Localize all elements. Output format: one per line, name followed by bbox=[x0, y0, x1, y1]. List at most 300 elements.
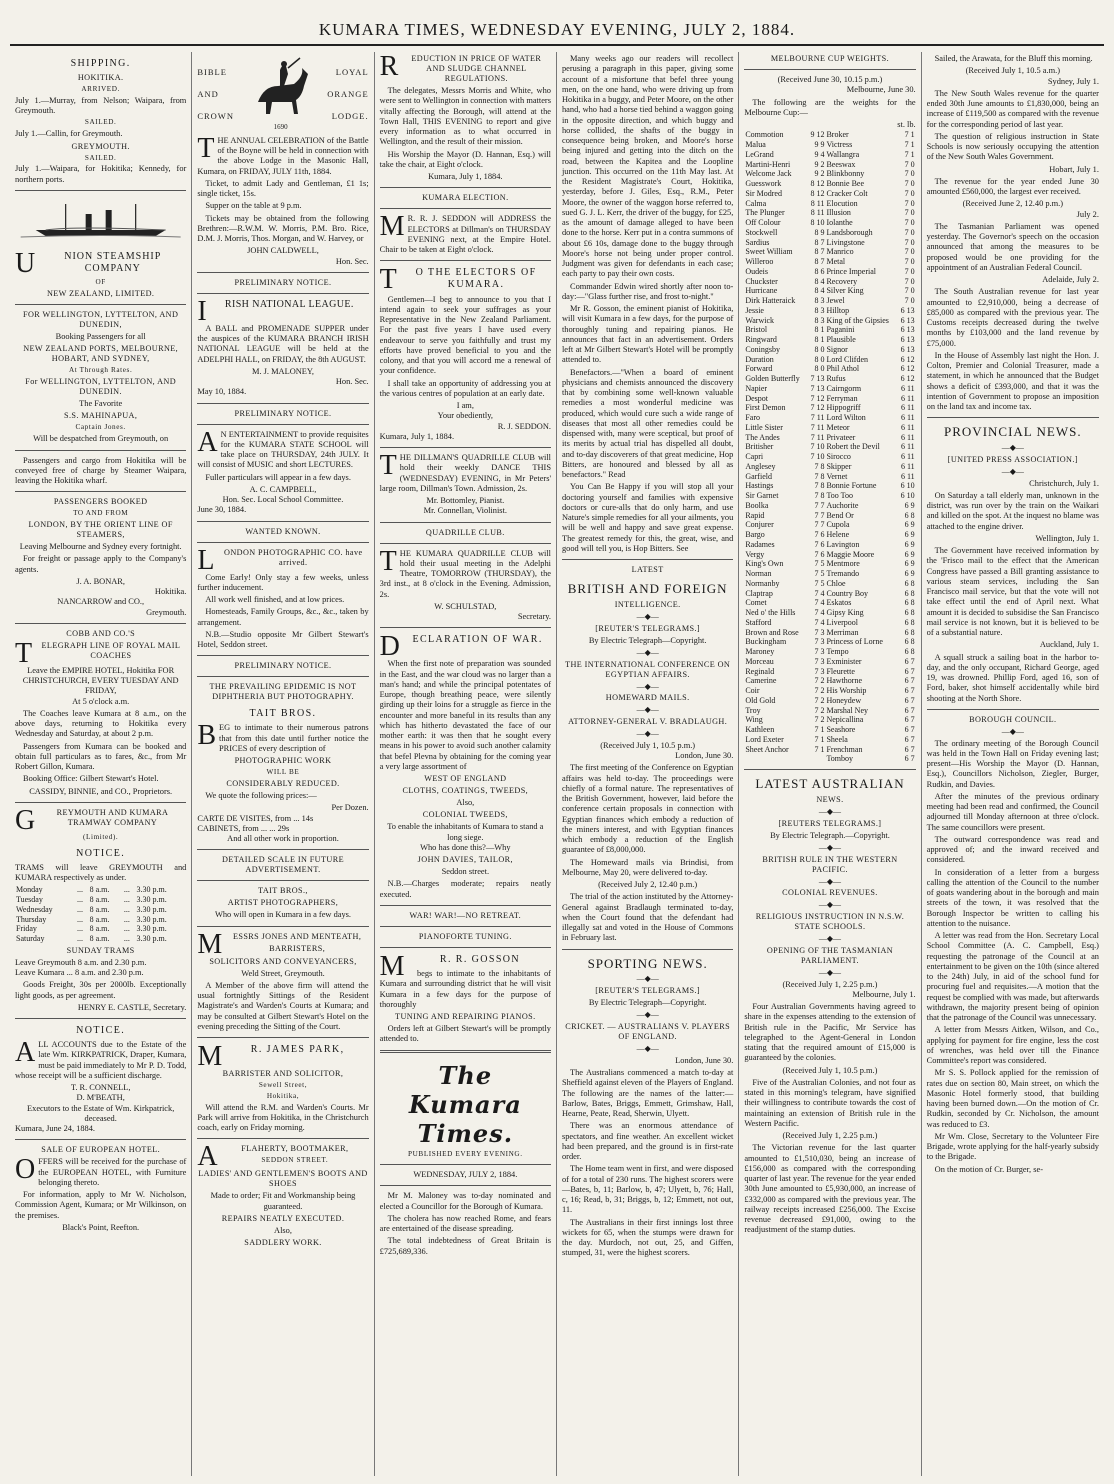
horse-name: Lavington bbox=[826, 539, 860, 549]
gkt-ltd: (Limited). bbox=[82, 832, 119, 841]
horse-weight: 7 5 bbox=[814, 578, 825, 588]
horse-weight: 7 11 bbox=[810, 413, 825, 422]
horse-name bbox=[744, 754, 807, 764]
horse-name: Phil Athol bbox=[826, 364, 860, 374]
news-n2: The Homeward mails via Brindisi, from Melbourne, May 20, were delivered to-day. bbox=[561, 857, 734, 877]
horse-weight: 6 13 bbox=[900, 315, 915, 325]
c6-hob: Hobart, July 1. bbox=[1049, 164, 1099, 174]
c6-wel: Wellington, July 1. bbox=[1035, 533, 1099, 543]
weight-row bbox=[744, 316, 915, 326]
horse-name: Coir bbox=[745, 686, 760, 695]
fl-rep: REPAIRS NEATLY EXECUTED. bbox=[221, 1213, 345, 1223]
schedule-cell: 3.30 p.m. bbox=[136, 914, 167, 924]
tait-per: Per Dozen. bbox=[331, 803, 369, 813]
weight-row bbox=[744, 559, 915, 569]
horse-name: Coningsby bbox=[745, 344, 780, 354]
usc-for2: For WELLINGTON, LYTTELTON, AND DUNEDIN. bbox=[25, 377, 177, 397]
weight-row bbox=[744, 520, 915, 530]
inl-sig: M. J. MALONEY, bbox=[252, 366, 314, 376]
lpc-text: Come Early! Only stay a few weeks, unless further inducement. bbox=[197, 572, 369, 592]
schedule-row bbox=[15, 905, 186, 915]
ke-text: R. R. J. SEDDON will ADDRESS the ELECTORS at Dillman's on THURSDAY EVENING next, at the Empire Hotel. Chair to be taken at Eight o'clock. bbox=[379, 214, 551, 254]
horse-name: Sheet Anchor bbox=[745, 744, 789, 754]
horse-weight: 6 7 bbox=[904, 656, 915, 666]
drop-cap-t: T bbox=[15, 637, 33, 669]
cup-stlb: st. lb. bbox=[897, 120, 916, 129]
horse-name: Privateer bbox=[826, 432, 856, 442]
schedule-cell: 8 a.m. bbox=[89, 895, 110, 904]
horse-name: Norman bbox=[745, 569, 772, 578]
drop-cap-g: G bbox=[15, 804, 36, 836]
horse-weight: 6 13 bbox=[900, 325, 915, 335]
horse-weight: 7 0 bbox=[904, 169, 915, 179]
pb-agent1b: Hokitika. bbox=[154, 587, 187, 597]
fl-street: SEDDON STREET. bbox=[261, 1156, 329, 1165]
pt-orders: Orders left at Gilbert Stewart's will be promptly attended to. bbox=[379, 1024, 551, 1044]
tramway-secretary: HENRY E. CASTLE, Secretary. bbox=[77, 1002, 187, 1012]
c6-t8: On Saturday a tall elderly man, unknown in the district, was run over by the train on the Waikari and killed on the spot. At the inquest no blame was attached to the engine driver. bbox=[926, 490, 1099, 531]
horse-weight: 6 13 bbox=[900, 335, 915, 344]
c6-t9: The Government have received information by the 'Frisco mail to the effect that the American Congress have passed a Bill granting assistance to various steam services, including the San Francisco mail service, but that the vote will not take effect until the end of April next. What amount it is decided to subsidise the San Francisco mail service is not known, but it is believed to be of a substantial nature. bbox=[926, 546, 1099, 638]
tait-reduced: CONSIDERABLY REDUCED. bbox=[226, 779, 340, 788]
schedule-cell: Thursday bbox=[16, 914, 47, 924]
reuter2-label: [REUTER'S TELEGRAMS.] bbox=[595, 986, 701, 996]
inl-title: RISH NATIONAL LEAGUE. bbox=[224, 298, 354, 310]
horse-name: Conjurer bbox=[745, 520, 774, 530]
rec1: (Received July 1, 10.5 p.m.) bbox=[600, 740, 696, 750]
hokitika-heading: HOKITIKA. bbox=[77, 73, 124, 83]
weight-row bbox=[744, 735, 915, 745]
pb-to: TO AND FROM bbox=[73, 509, 129, 518]
schedule-cell: ... bbox=[76, 934, 83, 943]
usc-capt: Captain Jones. bbox=[75, 423, 126, 432]
schedule-row bbox=[15, 915, 186, 925]
horse-weight: 7 3 bbox=[814, 656, 825, 666]
horse-weight: 7 8 bbox=[814, 471, 825, 481]
weight-row bbox=[744, 579, 915, 589]
horse-weight: 7 11 bbox=[810, 422, 825, 432]
inl-sec: Hon. Sec. bbox=[335, 377, 369, 387]
pt-text: begs to intimate to the inhabitants of Kumara and surrounding district that he will visit Kumara in a few days for the purpose of thoroughly bbox=[379, 969, 551, 1009]
drop-cap-m: M bbox=[197, 928, 223, 960]
tram-schedule bbox=[15, 885, 186, 944]
horse-name: Warwick bbox=[745, 315, 774, 325]
schedule-cell: ... bbox=[123, 895, 130, 904]
horse-name: Liverpool bbox=[826, 617, 859, 627]
horse-name: Anglesey bbox=[745, 461, 776, 471]
horse-name: Bonnie Bee bbox=[826, 179, 865, 188]
horse-weight: 7 4 bbox=[814, 617, 825, 627]
sailed2-label: SAILED. bbox=[84, 153, 117, 162]
horse-name: Tempo bbox=[826, 647, 849, 656]
horse-weight: 6 13 bbox=[900, 305, 915, 315]
column-3 bbox=[375, 52, 557, 1476]
weight-row bbox=[744, 754, 915, 764]
horse-weight: 7 0 bbox=[904, 208, 915, 218]
horse-weight: 7 13 bbox=[810, 383, 825, 393]
horse-weight: 7 6 bbox=[814, 549, 825, 559]
horse-name: Tremando bbox=[826, 569, 860, 578]
crest-loyal: LOYAL bbox=[335, 66, 369, 77]
war-heading: WAR! WAR!—NO RETREAT. bbox=[409, 910, 522, 920]
horse-weight: 8 4 bbox=[814, 276, 825, 286]
drop-cap-r: R bbox=[379, 52, 399, 82]
news-p4: Benefactors.—"When a board of eminent physicians and chemists announced the discovery that by combining some well-known valuable remedies a most wonderful medicine was produced, which would cure such a wide range of diseases that most all other remedies could be dispensed with, many were sceptical, but proof of its merits by actual trial has dispelled all doubt, and to-day discoverers of that great medicine, Hop Bitters, are honoured and blessed by all as benefactors." Read bbox=[561, 367, 734, 479]
tait2b: ARTIST PHOTOGRAPHERS, bbox=[227, 898, 339, 908]
horse-weight: 6 12 bbox=[900, 354, 915, 364]
horse-name: Meteor bbox=[826, 422, 850, 432]
weight-row bbox=[744, 433, 915, 443]
pb-text: LONDON, BY THE ORIENT LINE OF STEAMERS, bbox=[28, 520, 173, 540]
horse-weight: 6 9 bbox=[904, 549, 915, 559]
pb-agent1: J. A. BONAR, bbox=[76, 576, 125, 586]
weights-table bbox=[744, 130, 915, 764]
horse-name: Kathleen bbox=[745, 725, 775, 734]
horse-weight: 7 1 bbox=[814, 725, 825, 734]
jm-b: BARRISTERS, bbox=[269, 943, 326, 953]
weight-row bbox=[744, 355, 915, 365]
horse-weight: 6 9 bbox=[904, 569, 915, 578]
horse-weight: 7 0 bbox=[904, 227, 915, 237]
horse-weight: 6 9 bbox=[904, 539, 915, 549]
horse-weight: 8 11 bbox=[810, 208, 825, 218]
weight-row bbox=[744, 667, 915, 677]
horse-name: Claptrap bbox=[745, 588, 773, 598]
c6-rec2: (Received June 2, 12.40 p.m.) bbox=[962, 199, 1064, 209]
horse-name: Bargo bbox=[745, 530, 765, 539]
news-p5: You Can Be Happy if you will stop all your doctoring yourself and families with expensive doctors or cure-alls that do only harm, and use Nature's simple remedies for all your ailments, you will be well and happy and save great expense. The greatest remedy for this, the great, wise, and good will tell you, is Hop Bitters. See bbox=[561, 482, 734, 553]
horse-weight: 7 6 bbox=[814, 530, 825, 539]
horse-weight: 8 0 bbox=[814, 364, 825, 374]
dw-also: Also, bbox=[456, 798, 475, 808]
acc-sig1: T. R. CONNELL, bbox=[70, 1083, 131, 1093]
weight-row bbox=[744, 384, 915, 394]
cup-melb: Melbourne, June 30. bbox=[846, 85, 916, 95]
ann-tickets: Tickets may be obtained from the following Brethren:—R.W.M. W. Morris, P.M. Bro. Rice, D.M. J. Morris, Thos. Morgan, and W. Harvey, or bbox=[197, 213, 369, 244]
prelim3: PRELIMINARY NOTICE. bbox=[234, 661, 332, 671]
sailed2-text: July 1.—Waipara, for Hokitika; Kennedy, for northern ports. bbox=[15, 164, 187, 184]
horse-weight: 6 8 bbox=[904, 617, 915, 627]
horse-weight: 7 0 bbox=[904, 179, 915, 188]
horse-name: Hippogriff bbox=[826, 403, 861, 413]
usc-nz: NEW ZEALAND, LIMITED. bbox=[46, 289, 155, 299]
kt-pub: PUBLISHED EVERY EVENING. bbox=[408, 1150, 523, 1159]
horse-name: Old Gold bbox=[745, 695, 776, 705]
schedule-cell: ... bbox=[76, 924, 83, 934]
horse-weight: 7 10 bbox=[810, 452, 825, 461]
horse-name: Sheela bbox=[826, 734, 848, 744]
horse-weight: 7 7 bbox=[814, 500, 825, 510]
horse-name: Malua bbox=[745, 140, 766, 149]
horse-name: LeGrand bbox=[745, 149, 774, 159]
jm-s: SOLICITORS AND CONVEYANCERS, bbox=[209, 956, 357, 966]
ann-sig: JOHN CALDWELL, bbox=[247, 246, 319, 256]
el-yours: Your obediently, bbox=[437, 411, 493, 421]
horse-weight: 8 12 bbox=[810, 188, 825, 198]
qc-sig: W. SCHULSTAD, bbox=[434, 601, 497, 611]
jp-town: Hokitika, bbox=[266, 1091, 300, 1100]
acc-sig2: D. M'BEATH, bbox=[76, 1093, 125, 1103]
gkt-title: REYMOUTH AND KUMARA TRAMWAY COMPANY bbox=[56, 807, 169, 827]
cobb-title: ELEGRAPH LINE OF ROYAL MAIL COACHES bbox=[41, 640, 181, 660]
horse-name: Despot bbox=[745, 393, 768, 403]
horse-weight: 8 3 bbox=[814, 296, 825, 305]
pb-head: PASSENGERS BOOKED bbox=[53, 497, 148, 507]
jm-addr: Weld Street, Greymouth. bbox=[241, 968, 325, 978]
horse-weight: 6 11 bbox=[900, 461, 915, 471]
drop-cap-t3: T bbox=[379, 264, 399, 296]
horse-name: Livingstone bbox=[826, 237, 865, 247]
horse-weight: 7 2 bbox=[814, 686, 825, 695]
horse-weight: 9 2 bbox=[814, 169, 825, 179]
schedule-row bbox=[15, 895, 186, 905]
horse-weight: 6 8 bbox=[904, 637, 915, 647]
horse-name: Cairngorm bbox=[826, 383, 862, 393]
schedule-row bbox=[15, 934, 186, 944]
horse-weight: 6 11 bbox=[900, 442, 915, 452]
horse-weight: 7 1 bbox=[904, 140, 915, 149]
horse-name: Troy bbox=[745, 705, 761, 715]
goods-text: Goods Freight, 30s per 2000lb. Exceptionally light goods, as per agreement. bbox=[15, 980, 187, 1000]
horse-name: Willeroo bbox=[745, 257, 774, 266]
horse-weight: 8 0 bbox=[814, 354, 825, 364]
horse-weight: 8 6 bbox=[814, 266, 825, 276]
ke-head: KUMARA ELECTION. bbox=[422, 193, 509, 203]
horse-weight: 7 0 bbox=[904, 257, 915, 266]
weight-row bbox=[744, 423, 915, 433]
horse-name: Rapid bbox=[745, 510, 765, 520]
horse-weight: 8 0 bbox=[814, 344, 825, 354]
horse-name: Rufus bbox=[826, 374, 846, 383]
horse-weight: 8 9 bbox=[814, 227, 825, 237]
dq-p1: Mr. Bottomley, Pianist. bbox=[426, 496, 505, 506]
horse-weight: 7 3 bbox=[814, 666, 825, 676]
horse-name: Comet bbox=[745, 598, 767, 608]
horse-name: Hastings bbox=[745, 481, 774, 491]
news-n4: The Australians commenced a match to-day at Sheffield against eleven of the Players of England. The following are the names of the latter:—Barlow, Bates, Briggs, Emmett, Grimshaw, Hall, Hearne, Peate, Read, Sherwin, Ulyett. bbox=[561, 1068, 734, 1119]
c6-syd: Sydney, July 1. bbox=[1047, 76, 1099, 86]
horse-weight: 7 4 bbox=[814, 608, 825, 617]
sailed-text: July 1.—Callin, for Greymouth. bbox=[15, 129, 123, 139]
crest-and: AND bbox=[197, 88, 219, 99]
c6-t19: On the motion of Cr. Burger, se- bbox=[934, 1164, 1044, 1174]
el-sig: R. J. SEDDON. bbox=[497, 421, 551, 431]
weight-row bbox=[744, 637, 915, 647]
atty-heading: ATTORNEY-GENERAL V. BRADLAUGH. bbox=[568, 717, 728, 727]
drop-cap-i: I bbox=[197, 295, 208, 327]
weight-row bbox=[744, 286, 915, 296]
horse-name: Commotion bbox=[745, 130, 784, 140]
usc-of: OF bbox=[95, 278, 106, 287]
weight-row bbox=[744, 218, 915, 228]
horse-name: Fleurette bbox=[826, 666, 855, 676]
horse-weight: 6 8 bbox=[904, 588, 915, 598]
c6-t10: A squall struck a sailing boat in the harbor to-day, and the only occupant, Richard George, aged 19, was drowned. Phillip Ford, aged 16, son of Ford, baker, shot himself accidentally while bird shooting at the North Shore. bbox=[926, 652, 1099, 703]
horse-name: Chuckster bbox=[745, 276, 778, 286]
horse-name: Manrico bbox=[826, 247, 854, 257]
horse-weight: 7 0 bbox=[904, 286, 915, 296]
ent-sec: Hon. Sec. Local School Committee. bbox=[222, 495, 344, 505]
horse-name: Sweet William bbox=[745, 247, 793, 257]
schedule-cell: 8 a.m. bbox=[89, 885, 110, 895]
pb-freight: For freight or passage apply to the Company's agents. bbox=[15, 554, 187, 574]
copy2-label: By Electric Telegraph—Copyright. bbox=[588, 998, 707, 1008]
wanted-heading: WANTED KNOWN. bbox=[245, 526, 321, 536]
weight-row bbox=[744, 715, 915, 725]
usc-title: NION STEAMSHIP COMPANY bbox=[64, 251, 162, 275]
cobb-time: At 5 o'clock a.m. bbox=[72, 696, 130, 706]
weight-row bbox=[744, 511, 915, 521]
c6-jul2: July 2. bbox=[1076, 209, 1099, 219]
horse-name: Lord Clifden bbox=[826, 354, 869, 364]
c6-t1: Sailed, the Arawata, for the Bluff this morning. bbox=[934, 54, 1093, 63]
horse-name: Buckingham bbox=[745, 637, 787, 647]
horse-weight: 6 8 bbox=[904, 578, 915, 588]
red-text: The delegates, Messrs Morris and White, who were sent to Wellington in connection with matters vitally affecting the Borough, will attend at the Town Hall, THIS EVENING to report and give every information as to what occurred in Wellington, and the result of their mission. bbox=[379, 86, 551, 147]
weight-row bbox=[744, 550, 915, 560]
crest-crown: CROWN bbox=[197, 110, 234, 121]
horse-weight: 6 12 bbox=[900, 374, 915, 383]
ent-sig: A. C. CAMPBELL, bbox=[249, 484, 317, 494]
latest-label: LATEST bbox=[631, 565, 664, 574]
horse-name: Bonnie Fortune bbox=[826, 481, 877, 491]
horse-name: Victress bbox=[826, 140, 853, 149]
lpc-title: ONDON PHOTOGRAPHIC CO. have arrived. bbox=[224, 547, 363, 567]
drop-cap-a: A bbox=[15, 1037, 36, 1069]
brit-heading: BRITISH RULE IN THE WESTERN PACIFIC. bbox=[762, 854, 898, 874]
cricket-heading: CRICKET. — AUSTRALIANS V. PLAYERS OF ENGLAND. bbox=[565, 1022, 731, 1042]
horse-weight: 6 7 bbox=[904, 705, 915, 715]
weight-row bbox=[744, 706, 915, 716]
cobb-prop: CASSIDY, BINNIE, and CO., Proprietors. bbox=[29, 786, 173, 796]
weight-row bbox=[744, 501, 915, 511]
horse-weight: 8 7 bbox=[814, 237, 825, 247]
horse-weight bbox=[808, 754, 826, 764]
pt-title: R. R. GOSSON bbox=[439, 953, 521, 965]
c6-t11: The ordinary meeting of the Borough Council was held in the Town Hall on Friday evening last; present—His Worship the Mayor (D. Hannan, Esq.), Councillors Nicholson, Ziegler, Burger, Rudkin, and Davies. bbox=[926, 738, 1099, 789]
fl-sadd: SADDLERY WORK. bbox=[244, 1238, 322, 1248]
c6-adel: Adelaide, July 2. bbox=[1042, 275, 1099, 284]
horse-weight: 6 10 bbox=[900, 481, 915, 491]
drop-cap-l: L bbox=[197, 544, 215, 576]
c6-t4: The revenue for the year ended June 30 amounted £560,000, the largest ever received. bbox=[926, 176, 1099, 196]
horse-weight: 7 2 bbox=[814, 715, 825, 725]
schedule-cell: 8 a.m. bbox=[89, 904, 110, 914]
epidemic: THE PREVAILING EPIDEMIC IS NOT DIPHTHERIA BUT PHOTOGRAPHY. bbox=[209, 682, 357, 702]
horse-weight: 7 10 bbox=[810, 442, 825, 452]
sunday-heading: SUNDAY TRAMS bbox=[66, 945, 135, 955]
qc-head: QUADRILLE CLUB. bbox=[425, 527, 505, 537]
horse-weight: 7 8 bbox=[814, 461, 825, 471]
horse-name: Golden Butterfly bbox=[745, 374, 800, 383]
columns bbox=[10, 52, 1104, 1476]
horse-weight: 6 9 bbox=[904, 559, 915, 569]
horse-name: Prince Imperial bbox=[826, 266, 877, 276]
horse-name: Sir Garnet bbox=[745, 491, 779, 500]
weight-row bbox=[744, 306, 915, 316]
acc-date: Kumara, June 24, 1884. bbox=[15, 1124, 96, 1134]
weight-row bbox=[744, 345, 915, 355]
horse-name: Off Colour bbox=[745, 218, 781, 227]
drop-cap-a2: A bbox=[197, 426, 218, 458]
horse-name: Recovery bbox=[826, 276, 858, 286]
weight-row bbox=[744, 160, 915, 170]
crest-year: 1690 bbox=[273, 123, 288, 132]
horse-name: Boolka bbox=[745, 500, 769, 510]
sailed-label: SAILED. bbox=[84, 118, 117, 127]
dw-st: Seddon street. bbox=[441, 867, 490, 877]
london1: London, June 30. bbox=[675, 751, 734, 761]
horse-weight: 6 8 bbox=[904, 598, 915, 608]
fl-text: LADIES' AND GENTLEMEN'S BOOTS AND SHOES bbox=[198, 1169, 368, 1189]
horse-name: Vergy bbox=[745, 549, 765, 559]
sale-sig: Black's Point, Reefton. bbox=[62, 1222, 140, 1232]
schedule-cell: ... bbox=[123, 904, 130, 914]
horse-weight: 6 7 bbox=[904, 695, 915, 705]
dw-jd: JOHN DAVIES, TAILOR, bbox=[417, 855, 513, 865]
upa-label: [UNITED PRESS ASSOCIATION.] bbox=[947, 454, 1078, 464]
copy-label: By Electric Telegraph—Copyright. bbox=[588, 635, 707, 645]
qc-sec: Secretary. bbox=[517, 612, 551, 622]
weight-row bbox=[744, 364, 915, 374]
schedule-cell: Saturday bbox=[16, 934, 45, 943]
horse-name: Bristol bbox=[745, 325, 768, 335]
column-1 bbox=[10, 52, 192, 1476]
bfi-heading: BRITISH AND FOREIGN bbox=[567, 581, 728, 596]
dq-text: HE DILLMAN'S QUADRILLE CLUB will hold their weekly DANCE THIS (WEDNESDAY) EVENING, in Mr Peters' large room, Dillman's Town. Admission, 2s. bbox=[379, 453, 551, 493]
ann-sec: Hon. Sec. bbox=[335, 256, 369, 266]
usc-booking: Booking Passengers for all bbox=[55, 332, 146, 342]
weight-row bbox=[744, 199, 915, 209]
lan-reuter: [REUTERS TELEGRAMS.] bbox=[778, 818, 882, 828]
horse-weight: 8 12 bbox=[810, 179, 825, 188]
tait-cdv: CARTE DE VISITES, from ... 14s bbox=[197, 813, 314, 823]
horse-name: Country Boy bbox=[826, 588, 869, 598]
drop-cap-t4: T bbox=[379, 450, 397, 482]
c6-t18: Mr Wm. Close, Secretary to the Volunteer Fire Brigade, wrote applying for the half-yearly subsidy to the Brigade. bbox=[926, 1131, 1099, 1162]
weight-row bbox=[744, 179, 915, 189]
steamship-icon bbox=[15, 200, 186, 238]
horse-name: Maroney bbox=[745, 647, 775, 656]
horse-name: Radames bbox=[745, 539, 775, 549]
schedule-row bbox=[15, 885, 186, 895]
dw-title: ECLARATION OF WAR. bbox=[412, 634, 543, 646]
ann-supper: Supper on the table at 9 p.m. bbox=[205, 201, 302, 211]
weight-row bbox=[744, 277, 915, 287]
horse-name: Napier bbox=[745, 383, 768, 393]
horse-weight: 6 11 bbox=[900, 432, 915, 442]
horse-weight: 8 7 bbox=[814, 247, 825, 257]
horse-weight: 6 9 bbox=[904, 530, 915, 539]
dw-cloth: CLOTHS, COATINGS, TWEEDS, bbox=[402, 786, 529, 796]
weight-row bbox=[744, 403, 915, 413]
horse-name: Sir Modred bbox=[745, 188, 782, 198]
horse-weight: 9 4 bbox=[814, 149, 825, 159]
weight-row bbox=[744, 374, 915, 384]
colrev-heading: COLONIAL REVENUES. bbox=[782, 888, 878, 898]
weight-row bbox=[744, 442, 915, 452]
au-rec3: (Received July 1, 2.25 p.m.) bbox=[782, 1131, 878, 1141]
weight-row bbox=[744, 628, 915, 638]
weight-row bbox=[744, 169, 915, 179]
el-title: O THE ELECTORS OF KUMARA. bbox=[415, 267, 537, 291]
horse-name: Beeswax bbox=[826, 159, 856, 169]
arrived-text: July 1.—Murray, from Nelson; Waipara, from Greymouth. bbox=[15, 95, 187, 116]
lpc-text3: Homesteads, Family Groups, &c., &c., taken by arrangement. bbox=[197, 607, 369, 627]
conf-heading: THE INTERNATIONAL CONFERENCE ON EGYPTIAN AFFAIRS. bbox=[565, 659, 731, 679]
horse-name: Forward bbox=[745, 364, 773, 374]
c6-t16: A letter from Messrs Aitken, Wilson, and Co., applying for payment for fire engine, less the cost of wrenches, was held over till the Finance Committee's report was considered. bbox=[926, 1025, 1099, 1066]
